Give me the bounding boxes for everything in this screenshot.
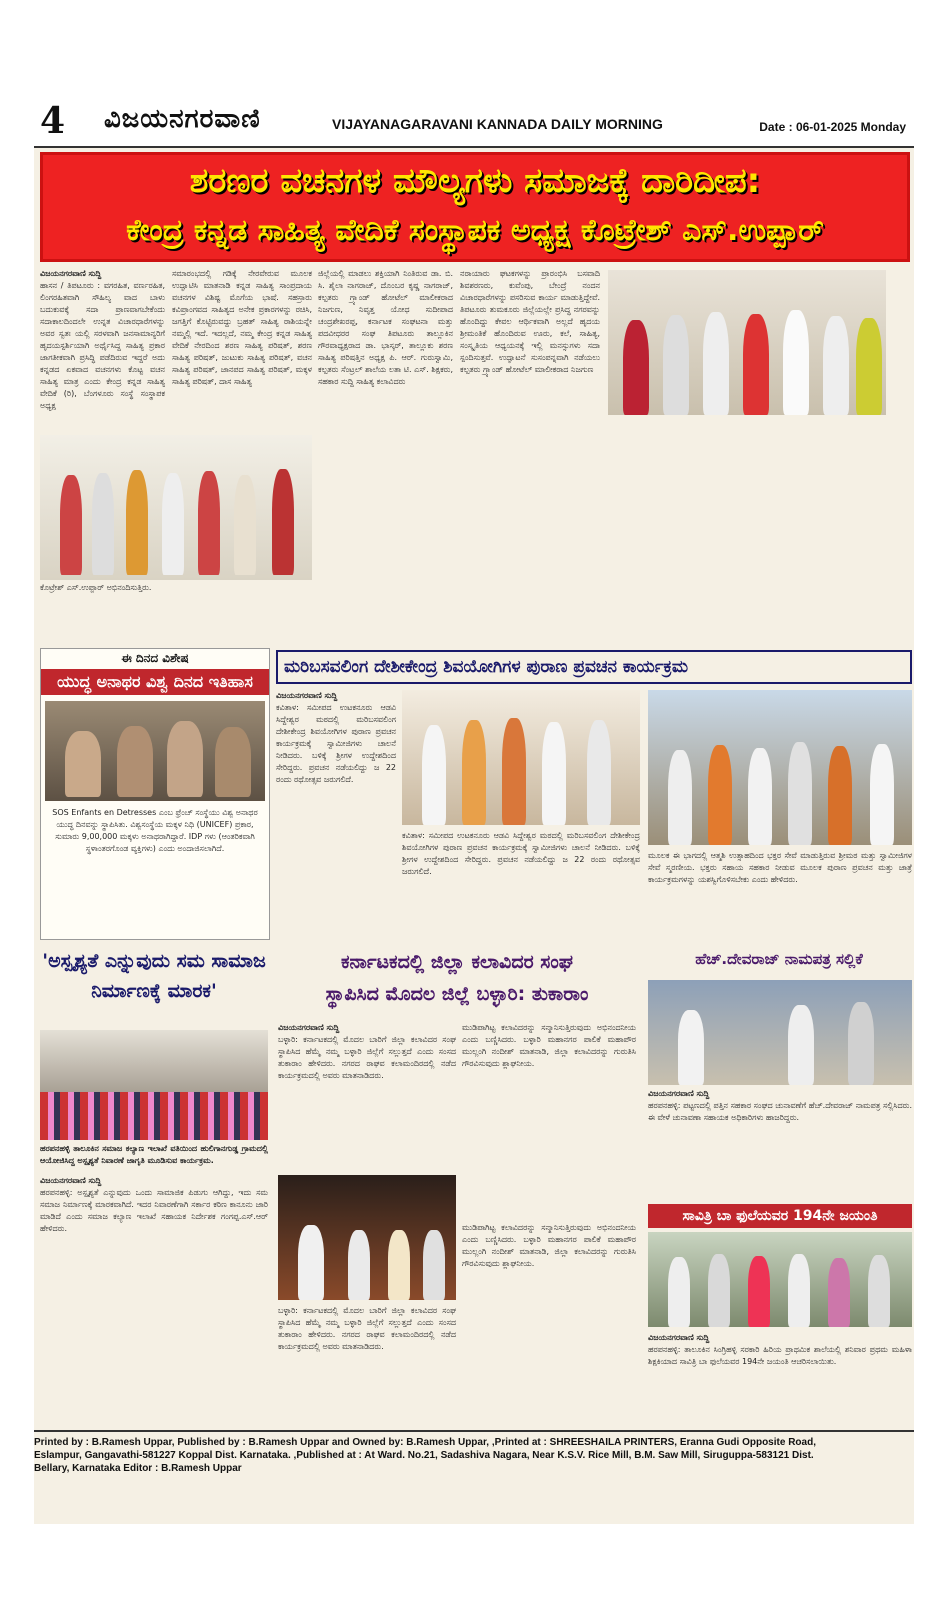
story5-text: ಹರಪನಹಳ್ಳಿ: ಪಟ್ಟಣದಲ್ಲಿ ಪತ್ತಿನ ಸಹಕಾರ ಸಂಘದ ಚುನಾವಣೆಗೆ ಹೆಚ್.ದೇವರಾಜ್ ನಾಮಪತ್ರ ಸಲ್ಲಿಸಿದರು. ಈ ವೇಳೆ ಚುನಾವಣಾ ಸಹಾಯಕ ಅಧಿಕಾರಿಗಳು ಹಾಜರಿದ್ದರು.: [648, 1101, 912, 1122]
story4-headline: [278, 946, 636, 1016]
story3-text: ಹರಪನಹಳ್ಳಿ: ಅಸ್ಪೃಶ್ಯತೆ ಎನ್ನುವುದು ಒಂದು ಸಾಮಾಜಿಕ ಪಿಡುಗು ಆಗಿದ್ದು, ಇದು ಸಮ ಸಮಾಜ ನಿರ್ಮಾಣಕ್ಕೆ ಮಾರಕವಾಗಿದೆ. ಇದರ ನಿವಾರಣೆಗಾಗಿ ಸರ್ಕಾರ ಕಠಿಣ ಕಾನೂನು ಜಾರಿ ಮಾಡಿದೆ ಎಂದು ಸಮಾಜ ಕಲ್ಯಾಣ ಇಲಾಖೆ ಸಹಾಯಕ ನಿರ್ದೇಶಕ ಗಂಗಪ್ಪ.ಎಸ್.ಆರ್ ಹೇಳಿದರು.: [40, 1188, 268, 1233]
lead-col1-text: ಹಾಸನ / ತಿಪಟೂರು : ವಗರಹಿತ, ವರ್ಣರಹಿತ, ಲಿಂಗರಹಿತವಾಗಿ ಸೌಹಿಲ್ಯ ವಾದ ಬಾಳು ಬದುಕುವಕ್ಕೆ ಸದಾ ಪ್ರಾಣವಾಗಬೇಕೆಂದು ಸದಾಕಾಲದಿಂದಲೇ ಉನ್ನತ ವಿಚಾರಧಾರೆಗಳನ್ನು ಅವರ ಸ್ವತಃ ಯಲ್ಲಿ ಸರಳವಾಗಿ ಜನಸಾಮಾನ್ಯರಿಗೆ ಹೃದಯಸ್ಪರ್ಶಿಯಾಗಿ ಅರ್ಥೈಸಿದ್ದ ಸಾಹಿತ್ಯ ಪ್ರಕಾರ ಜಾಗತೀಕವಾಗಿ ಪ್ರಸಿದ್ಧಿ ಪಡೆದಿರುವ ಇದ್ದರೆ ಅದು ಕನ್ನಡದ ಏಕವಾದ ವಚನಗಳು ಕೊಟ್ಟ ವಚನ ಸಾಹಿತ್ಯ ಮಾತ್ರ ಎಂದು ಕೇಂದ್ರ ಕನ್ನಡ ಸಾಹಿತ್ಯ ವೇದಿಕೆ (ರಿ), ಬೆಂಗಳೂರು ಸಂಸ್ಥೆ ಸಂಸ್ಥಾಪಕ ಅಧ್ಯಕ್ಷ: [40, 281, 165, 410]
story4-column-1: [278, 1022, 456, 1167]
lead-column-2: [172, 268, 312, 430]
story2-photo-ceremony: [402, 690, 640, 825]
lead-photo-dignitaries: [608, 270, 886, 415]
story2-text: ಕವಿತಾಳ: ಸಮೀಪದ ಉಟಕನೂರು ಆಡವಿ ಸಿದ್ದೇಶ್ವರ ಮಠದಲ್ಲಿ ಮರಿಬಸವಲಿಂಗ ದೇಶೀಕೇಂದ್ರ ಶಿವಯೋಗಿಗಳ ಪುರಾಣ ಪ್ರವಚನ ಕಾರ್ಯಕ್ರಮಕ್ಕೆ ಸ್ವಾಮೀಜಿಗಳು ಚಾಲನೆ ನೀಡಿದರು. ಬಳಿಕ್ಕೆ ಶ್ರೀಗಳ ಉದ್ದೇಶದಿಂದ ಸೇರಿದ್ದರು. ಪ್ರವಚನ ನಡೆಯಲಿದ್ದು ಜ 22 ರಂದು ರಥೋತ್ಸವ ಜರುಗಲಿದೆ.: [276, 703, 396, 784]
story2-headline: ಮರಿಬಸವಲಿಂಗ ದೇಶೀಕೇಂದ್ರ ಶಿವಯೋಗಿಗಳ ಪುರಾಣ ಪ್ರವಚನ ಕಾರ್ಯಕ್ರಮ: [276, 650, 912, 684]
story2-byline: ವಿಜಯನಗರವಾಣಿ ಸುದ್ದಿ: [276, 691, 338, 700]
story4-headline-line2: ಸ್ಥಾಪಿಸಿದ ಮೊದಲ ಜಿಲ್ಲೆ ಬಳ್ಳಾರಿ: ತುಕಾರಾಂ: [325, 983, 589, 1005]
lead-column-4: [460, 268, 600, 628]
story2-text-2: ಕವಿತಾಳ: ಸಮೀಪದ ಉಟಕನೂರು ಆಡವಿ ಸಿದ್ದೇಶ್ವರ ಮಠದಲ್ಲಿ ಮರಿಬಸವಲಿಂಗ ದೇಶೀಕೇಂದ್ರ ಶಿವಯೋಗಿಗಳ ಪುರಾಣ ಪ್ರವಚನ ಕಾರ್ಯಕ್ರಮಕ್ಕೆ ಸ್ವಾಮೀಜಿಗಳು ಚಾಲನೆ ನೀಡಿದರು. ಬಳಿಕ್ಕೆ ಶ್ರೀಗಳ ಉದ್ದೇಶದಿಂದ ಸೇರಿದ್ದರು. ಪ್ರವಚನ ನಡೆಯಲಿದ್ದು ಜ 22 ರಂದು ರಥೋತ್ಸವ ಜರುಗಲಿದೆ.: [402, 831, 640, 876]
page-number: 4: [40, 100, 66, 142]
story5-column: [648, 1088, 912, 1200]
story4-text-2: ಮುಡಿಪಾಗಿಟ್ಟ ಕಲಾವಿದರನ್ನು ಸನ್ಮಾನಿಸುತ್ತಿರುವುದು ಅಭಿನಂದನೀಯ ಎಂದು ಬಣ್ಣಿಸಿದರು. ಬಳ್ಳಾರಿ ಮಹಾನಗರ ಪಾಲಿಕೆ ಮಹಾಪೌರ ಮುಲ್ಲಂಗಿ ನಂದೀಶ್ ಮಾತನಾಡಿ, ಜಿಲ್ಲಾ ಕಲಾವಿದರನ್ನು ಗುರುತಿಸಿ ಗೌರವಿಸುವುದು ಶ್ಲಾಘನೀಯ.: [462, 1023, 636, 1068]
story5-byline: ವಿಜಯನಗರವಾಣಿ ಸುದ್ದಿ: [648, 1089, 710, 1098]
lead-headline-banner: [40, 152, 910, 262]
lead-column-3: [318, 268, 453, 628]
story4-text-3: ಬಳ್ಳಾರಿ: ಕರ್ನಾಟಕದಲ್ಲಿ ಮೊದಲ ಬಾರಿಗೆ ಜಿಲ್ಲಾ ಕಲಾವಿದರ ಸಂಘ ಸ್ಥಾಪಿಸಿದ ಹೆಮ್ಮೆ ನಮ್ಮ ಬಳ್ಳಾರಿ ಜಿಲ್ಲೆಗೆ ಸಲ್ಲುತ್ತದೆ ಎಂದು ಸಂಸದ ತುಕಾರಾಂ ಹೇಳಿದರು. ನಗರದ ರಾಘವ ಕಲಾಮಂದಿರದಲ್ಲಿ ನಡೆದ ಕಾರ್ಯಕ್ರಮದಲ್ಲಿ ಅವರು ಮಾತನಾಡಿದರು.: [278, 1306, 456, 1351]
story4-text-4: ಮುಡಿಪಾಗಿಟ್ಟ ಕಲಾವಿದರನ್ನು ಸನ್ಮಾನಿಸುತ್ತಿರುವುದು ಅಭಿನಂದನೀಯ ಎಂದು ಬಣ್ಣಿಸಿದರು. ಬಳ್ಳಾರಿ ಮಹಾನಗರ ಪಾಲಿಕೆ ಮಹಾಪೌರ ಮುಲ್ಲಂಗಿ ನಂದೀಶ್ ಮಾತನಾಡಿ, ಜಿಲ್ಲಾ ಕಲಾವಿದರನ್ನು ಗುರುತಿಸಿ ಗೌರವಿಸುವುದು ಶ್ಲಾಘನೀಯ.: [462, 1223, 636, 1268]
todays-special-text: SOS Enfants en Detresses ಎಂಬ ಫ್ರೆಂಚ್ ಸಂಸ್ಥೆಯು ವಿಶ್ವ ಅನಾಥರ ಯುದ್ಧ ದಿನವನ್ನು ಸ್ಥಾಪಿಸಿತು. ವಿಶ್ವಸಂಸ್ಥೆಯ ಮಕ್ಕಳ ನಿಧಿ (UNICEF) ಪ್ರಕಾರ, ಸುಮಾರು 9,00,000 ಮಕ್ಕಳು ಅನಾಥರಾಗಿದ್ದಾರೆ. IDP ಗಳು (ಆಂತರಿಕವಾಗಿ ಸ್ಥಳಾಂತರಗೊಂಡ ವ್ಯಕ್ತಿಗಳು) ಎಂದು ಅಂದಾಜಿಸಲಾಗಿದೆ.: [52, 808, 258, 853]
story4-column-2: [462, 1022, 636, 1217]
lead-col2-text: ಸಮಾರಂಭದಲ್ಲಿ ಗಡಿಕ್ಕೆ ನೇರವೇರುವ ಮೂಲಕ ಉದ್ಘಾಟಿಸಿ ಮಾತನಾಡಿ ಕನ್ನಡ ಸಾಹಿತ್ಯ ಸಾಂಪ್ರದಾಯ ವಚನಗಳ ವಿಶಿಷ್ಟ ಮೊಗೆಯ ಭಾಷೆ. ಸಹಸ್ರಾರು ಕವಿಪ್ರಾಂಗವದ ಸಾಹಿತ್ಯದ ಅನೇಕ ಪ್ರಕಾರಗಳನ್ನು ರಚಿಸಿ, ಜಗತ್ತಿಗೆ ಕೊಟ್ಟಿರುವದ್ದು ಬ್ರಹತ್ ಸಾಹಿತ್ಯ ರಾಶಿಯನ್ನೇ ನಮ್ಮಲ್ಲಿ ಇದೆ. ಇದಲ್ಲದೆ, ನಮ್ಮ ಕೇಂದ್ರ ಕನ್ನಡ ಸಾಹಿತ್ಯ ವೇದಿಕೆ ನೇರದಿಂದ ಶರಣ ಸಾಹಿತ್ಯ ಪರಿಷತ್, ಶರಣ ಸಾಹಿತ್ಯ ಪರಿಷತ್, ಜುಟುಕು ಸಾಹಿತ್ಯ ಪರಿಷತ್, ವಚನ ಸಾಹಿತ್ಯ ಪರಿಷತ್, ಜಾನಪದ ಸಾಹಿತ್ಯ ಪರಿಷತ್, ಮಕ್ಕಳ ಸಾಹಿತ್ಯ ಪರಿಷತ್, ದಾಸ ಸಾಹಿತ್ಯ: [172, 269, 312, 386]
lead-byline: ವಿಜಯನಗರವಾಣಿ ಸುದ್ದಿ: [40, 269, 102, 278]
lead-col4-text: ನರಾಯಾರು ಘಟಕಗಳನ್ನು ಪ್ರಾರಂಭಿಸಿ ಬಸವಾದಿ ಶಿವಶರಣರು, ಕುವೆಂಪು, ಬೇಂದ್ರೆ ನಂದನ ವಿಚಾರಧಾರೆಗಳನ್ನು ಪಸರಿಸುವ ಕಾರ್ಯ ಮಾಡುತ್ತಿದ್ದೇವೆ. ತಿಪಟೂರು ತುಮಕೂರು ಜಿಲ್ಲೆಯಲ್ಲೇ ಪ್ರಸಿದ್ಧ ನಗರವನ್ನು ಹೊಂದಿದ್ದು ಕೇವಲ ಆರ್ಥಿಕವಾಗಿ ಅಲ್ಲದೆ ಹೃದಯ ಶ್ರೀಮಂತಿಕೆ ಹೊಂದಿರುವ ಊರು, ಕಲೆ, ಸಾಹಿತ್ಯ, ಸಂಸ್ಕೃತಿಯ ಆಧ್ಯಯನಕ್ಕೆ ಇಲ್ಲಿ ಮನಸ್ಸುಗಳು ಸದಾ ಸ್ಪಂದಿಸುತ್ತವೆ. ಉದ್ಘಾಟನೆ ಸುಸಂಪನ್ನವಾಗಿ ನಡೆಯಲು ಕಲ್ಪತರು ಗ್ರ್ಯಾಂಡ್ ಹೋಟೆಲ್ ಮಾಲೀಕರಾದ ನಿಜಗುಣ: [460, 269, 600, 374]
paper-name-kannada: ವಿಜಯನಗರವಾಣಿ: [104, 104, 261, 134]
imprint-line3: Bellary, Karnataka Editor : B.Ramesh Uppar: [34, 1463, 242, 1474]
story5-headline: ಹೆಚ್.ದೇವರಾಜ್ ನಾಮಪತ್ರ ಸಲ್ಲಿಕೆ: [695, 950, 863, 968]
masthead: [34, 96, 914, 148]
lead-col3-text: ಜಿಲ್ಲೆಯಲ್ಲಿ ಮಾಡಲು ಶಕ್ತಿಯಾಗಿ ನಿಂತಿರುವ ಡಾ. ಬಿ. ಸಿ. ಶೈಲಾ ನಾಗರಾಜ್, ದೊಂಬರ ಕೃಷ್ಣ ನಾಗರಾಜ್, ಕಲ್ಪತರು ಗ್ರ್ಯಾಂಡ್ ಹೋಟೆಲ್ ಮಾಲೀಕರಾದ ನಿಜಗುಣ, ನಿವೃತ್ತ ಯೋಧ ಸುದೀಪಾದ ಚಂದ್ರಶೇಖರಪ್ಪ, ಕರ್ನಾಟಕ ಸಂಘಟನಾ ಮತ್ತು ಪದವೀಧರರ ಸಂಘ ತಿಪಟೂರು ತಾಲ್ಲೂಕಿನ ಗೌರವಾಧ್ಯಕ್ಷರಾದ ಡಾ. ಭಾಸ್ಕರ್, ತಾಲ್ಲೂಕು ಶರಣ ಸಾಹಿತ್ಯ ಪರಿಷತ್ತಿನ ಅಧ್ಯಕ್ಷ ಪಿ. ಆರ್. ಗುರುಸ್ವಾಮಿ, ಕಲ್ಪತರು ಸೆಂಟ್ರಲ್ ಶಾಲೆಯ ಲತಾ ಟಿ. ಎಸ್. ಶಿಕ್ಷಕರು, ಸಹಕಾರ ಸುದ್ದಿ ಸಾಹಿತ್ಯ ಕಲಾವಿದರು: [318, 269, 453, 386]
issue-date: Date : 06-01-2025 Monday: [759, 120, 906, 134]
story4-byline: ವಿಜಯನಗರವಾಣಿ ಸುದ್ದಿ: [278, 1023, 340, 1032]
lead-headline-line1: ಶರಣರ ವಚನಗಳ ಮೌಲ್ಯಗಳು ಸಮಾಜಕ್ಕೆ ದಾರಿದೀಪ:: [189, 161, 761, 201]
story4-headline-line1: ಕರ್ನಾಟಕದಲ್ಲಿ ಜಿಲ್ಲಾ ಕಲಾವಿದರ ಸಂಘ: [340, 951, 574, 973]
story6-headline: ಸಾವಿತ್ರಿ ಬಾ ಫುಲೆಯವರ 194ನೇ ಜಯಂತಿ: [648, 1204, 912, 1228]
story3-byline: ವಿಜಯನಗರವಾಣಿ ಸುದ್ದಿ: [40, 1176, 102, 1185]
story4-column-4: [462, 1222, 636, 1420]
todays-special-title: ಈ ದಿನದ ವಿಶೇಷ: [121, 651, 189, 665]
imprint-footer: [34, 1430, 914, 1480]
story3-photo-event: [40, 1030, 268, 1140]
story4-column-3: [278, 1305, 456, 1420]
story3-caption: ಹರಪನಹಳ್ಳಿ ತಾಲೂಕಿನ ಸಮಾಜ ಕಲ್ಯಾಣ ಇಲಾಖೆ ವತಿಯಿಂದ ಹುಲಿಗಾನಗುಡ್ಡ ಗ್ರಾಮದಲ್ಲಿ ಆಯೋಜಿಸಿದ್ದ ಅಸ್ಪೃಶ್ಯತೆ ನಿವಾರಣೆ ಜಾಗೃತಿ ಮೂಡಿಸುವ ಕಾರ್ಯಕ್ರಮ.: [40, 1144, 268, 1165]
story2-text-3: ಮೂಲಕ ಈ ಭಾಗದಲ್ಲಿ ಆತ್ಮಶಿ ಉತ್ಸಾಹದಿಂದ ಭಕ್ತರ ಸೇವೆ ಮಾಡುತ್ತಿರುವ ಶ್ರೀಮಠ ಮತ್ತು ಸ್ವಾಮೀಜಿಗಳ ಸೇವೆ ಸ್ಮರಣೀಯ. ಭಕ್ತರು ಸಹಾಯ ಸಹಕಾರ ನೀಡುವ ಮೂಲಕ ಪುರಾಣ ಪ್ರವಚನ ಮತ್ತು ಜಾತ್ರೆ ಕಾರ್ಯಕ್ರಮಗಳನ್ನು ಯಶಸ್ವಿಗೊಳಿಸಬೇಕು ಎಂದು ಹೇಳಿದರು.: [648, 851, 912, 884]
story5-photo-nomination: [648, 980, 912, 1085]
story3-headline: 'ಅಸ್ಪೃಶ್ಯತೆ ಎನ್ನುವುದು ಸಮ ಸಾಮಾಜ ನಿರ್ಮಾಣಕ್ಕೆ ಮಾರಕ': [42, 950, 266, 1002]
lead-photo-felicitation: [40, 435, 312, 580]
story2-column-3: [648, 850, 912, 930]
paper-name-english: VIJAYANAGARAVANI KANNADA DAILY MORNING: [332, 116, 663, 132]
imprint-line1: Printed by : B.Ramesh Uppar, Published by : B.Ramesh Uppar and Owned by: B.Ramesh Uppar, ,Printed at : SHREESHAILA PRINTERS, Eranna Gudi Opposite Road,: [34, 1437, 816, 1448]
story2-column-2: [402, 830, 640, 930]
orphan-children-photo: [45, 701, 265, 801]
story6-byline: ವಿಜಯನಗರವಾಣಿ ಸುದ್ದಿ: [648, 1333, 710, 1342]
lead-photo-caption: ಕೊಟ್ರೇಶ್ ಎಸ್.ಉಪ್ಪಾರ್ ಅಭಿನಂದಿಸುತ್ತಿರು.: [40, 583, 152, 592]
imprint-line2: Eslampur, Gangavathi-581227 Koppal Dist. Karnataka. ,Published at : At Ward. No.21, Sadashiva Nagara, Near K.S.V. Rice Mill, B.M. Saw Mill, Siruguppa-583121 Dist.: [34, 1450, 814, 1461]
story3-column: [40, 1175, 268, 1420]
story2-photo-procession: [648, 690, 912, 845]
story6-photo-students: [648, 1232, 912, 1327]
story6-column: [648, 1332, 912, 1420]
lead-headline-line2: ಕೇಂದ್ರ ಕನ್ನಡ ಸಾಹಿತ್ಯ ವೇದಿಕೆ ಸಂಸ್ಥಾಪಕ ಅಧ್ಯಕ್ಷ ಕೊಟ್ರೇಶ್ ಎಸ್.ಉಪ್ಪಾರ್: [126, 213, 824, 248]
story2-column-1: [276, 690, 396, 865]
story4-text: ಬಳ್ಳಾರಿ: ಕರ್ನಾಟಕದಲ್ಲಿ ಮೊದಲ ಬಾರಿಗೆ ಜಿಲ್ಲಾ ಕಲಾವಿದರ ಸಂಘ ಸ್ಥಾಪಿಸಿದ ಹೆಮ್ಮೆ ನಮ್ಮ ಬಳ್ಳಾರಿ ಜಿಲ್ಲೆಗೆ ಸಲ್ಲುತ್ತದೆ ಎಂದು ಸಂಸದ ತುಕಾರಾಂ ಹೇಳಿದರು. ನಗರದ ರಾಘವ ಕಲಾಮಂದಿರದಲ್ಲಿ ನಡೆದ ಕಾರ್ಯಕ್ರಮದಲ್ಲಿ ಅವರು ಮಾತನಾಡಿದರು.: [278, 1035, 456, 1080]
todays-special-label: ಯುದ್ಧ ಅನಾಥರ ವಿಶ್ವ ದಿನದ ಇತಿಹಾಸ: [41, 669, 269, 695]
story4-photo-stage: [278, 1175, 456, 1300]
story6-text: ಹರಪನಹಳ್ಳಿ: ತಾಲೂಕಿನ ಸಿಂಗ್ರಿಹಳ್ಳಿ ಸರಕಾರಿ ಹಿರಿಯ ಪ್ರಾಥಮಿಕ ಶಾಲೆಯಲ್ಲಿ ಶನಿವಾರ ಪ್ರಥಮ ಮಹಿಳಾ ಶಿಕ್ಷಕಿಯಾದ ಸಾವಿತ್ರಿ ಬಾ ಫುಲೆಯವರ 194ನೇ ಜಯಂತಿ ಆಚರಿಸಲಾಯಿತು.: [648, 1345, 912, 1366]
todays-special-box: [40, 648, 270, 940]
lead-column-1: [40, 268, 165, 430]
